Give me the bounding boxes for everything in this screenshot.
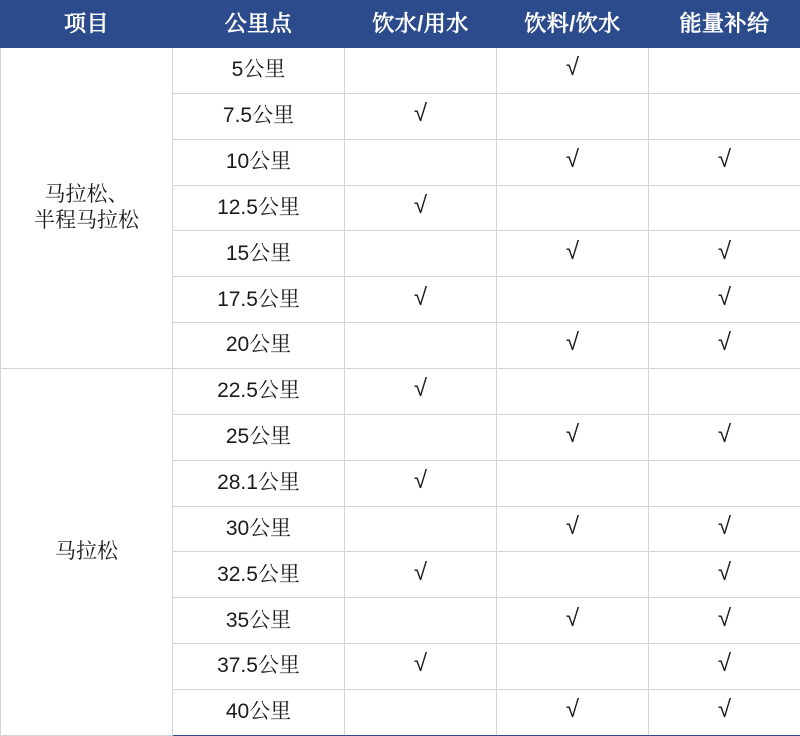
check-icon: √: [717, 512, 732, 540]
mark-drink: [497, 644, 649, 690]
km-point: 37.5公里: [173, 644, 345, 690]
mark-drink: [497, 552, 649, 598]
table-header: [1, 1, 800, 48]
check-icon: √: [717, 421, 732, 449]
mark-energy: [649, 231, 800, 277]
mark-water: [345, 277, 497, 323]
mark-water: [345, 231, 497, 277]
column-header-item: 项目: [1, 1, 173, 48]
table-header-row: [1, 1, 800, 48]
mark-drink: [497, 139, 649, 185]
mark-drink: [497, 48, 649, 94]
km-point: 7.5公里: [173, 93, 345, 139]
mark-water: [345, 185, 497, 231]
mark-water: [345, 690, 497, 736]
mark-water: [345, 414, 497, 460]
mark-energy: [649, 139, 800, 185]
mark-water: [345, 598, 497, 644]
mark-water: [345, 323, 497, 369]
mark-water: [345, 460, 497, 506]
mark-energy: [649, 506, 800, 552]
mark-energy: [649, 644, 800, 690]
column-header-drink: 饮料/饮水: [497, 1, 649, 48]
km-point: 15公里: [173, 231, 345, 277]
km-point: 40公里: [173, 690, 345, 736]
check-icon: √: [413, 467, 428, 495]
km-point: 10公里: [173, 139, 345, 185]
group-label-line: 半程马拉松: [34, 209, 139, 232]
mark-energy: [649, 48, 800, 94]
check-icon: √: [565, 421, 580, 449]
km-point: 30公里: [173, 506, 345, 552]
km-point: 22.5公里: [173, 369, 345, 415]
check-icon: √: [413, 375, 428, 403]
check-icon: √: [565, 329, 580, 357]
km-point: 12.5公里: [173, 185, 345, 231]
mark-drink: [497, 460, 649, 506]
mark-drink: [497, 323, 649, 369]
group-label-marathon: [1, 369, 173, 736]
km-point: 20公里: [173, 323, 345, 369]
mark-drink: [497, 185, 649, 231]
mark-energy: [649, 414, 800, 460]
table-body: [1, 48, 800, 736]
check-icon: √: [717, 696, 732, 724]
column-header-km: 公里点: [173, 1, 345, 48]
column-header-energy: 能量补给: [649, 1, 800, 48]
group-label-marathon-half: [1, 48, 173, 369]
check-icon: √: [565, 237, 580, 265]
mark-drink: [497, 231, 649, 277]
check-icon: √: [565, 146, 580, 174]
group-label-line: 马拉松: [55, 539, 118, 563]
check-icon: √: [565, 54, 580, 82]
column-header-water: 饮水/用水: [345, 1, 497, 48]
mark-drink: [497, 414, 649, 460]
check-icon: √: [565, 604, 580, 632]
mark-water: [345, 48, 497, 94]
mark-energy: [649, 552, 800, 598]
km-point: 32.5公里: [173, 552, 345, 598]
check-icon: √: [717, 558, 732, 586]
mark-drink: [497, 506, 649, 552]
check-icon: √: [717, 283, 732, 311]
check-icon: √: [413, 191, 428, 219]
check-icon: √: [413, 650, 428, 678]
check-icon: √: [413, 558, 428, 586]
group-label-line: 马拉松、: [44, 182, 129, 206]
check-icon: √: [717, 237, 732, 265]
mark-energy: [649, 185, 800, 231]
km-point: 25公里: [173, 414, 345, 460]
mark-energy: [649, 93, 800, 139]
check-icon: √: [413, 283, 428, 311]
table-row: [1, 48, 800, 94]
mark-drink: [497, 369, 649, 415]
check-icon: √: [717, 604, 732, 632]
mark-water: [345, 369, 497, 415]
check-icon: √: [413, 100, 428, 128]
mark-water: [345, 93, 497, 139]
mark-drink: [497, 93, 649, 139]
check-icon: √: [717, 146, 732, 174]
mark-drink: [497, 690, 649, 736]
km-point: 5公里: [173, 48, 345, 94]
check-icon: √: [565, 512, 580, 540]
check-icon: √: [717, 650, 732, 678]
km-point: 35公里: [173, 598, 345, 644]
mark-water: [345, 552, 497, 598]
mark-drink: [497, 598, 649, 644]
mark-energy: [649, 369, 800, 415]
mark-water: [345, 506, 497, 552]
mark-energy: [649, 690, 800, 736]
table-row: [1, 369, 800, 415]
mark-drink: [497, 277, 649, 323]
mark-water: [345, 644, 497, 690]
mark-energy: [649, 277, 800, 323]
mark-energy: [649, 323, 800, 369]
mark-energy: [649, 460, 800, 506]
km-point: 17.5公里: [173, 277, 345, 323]
mark-water: [345, 139, 497, 185]
check-icon: √: [717, 329, 732, 357]
km-point: 28.1公里: [173, 460, 345, 506]
mark-energy: [649, 598, 800, 644]
check-icon: √: [565, 696, 580, 724]
